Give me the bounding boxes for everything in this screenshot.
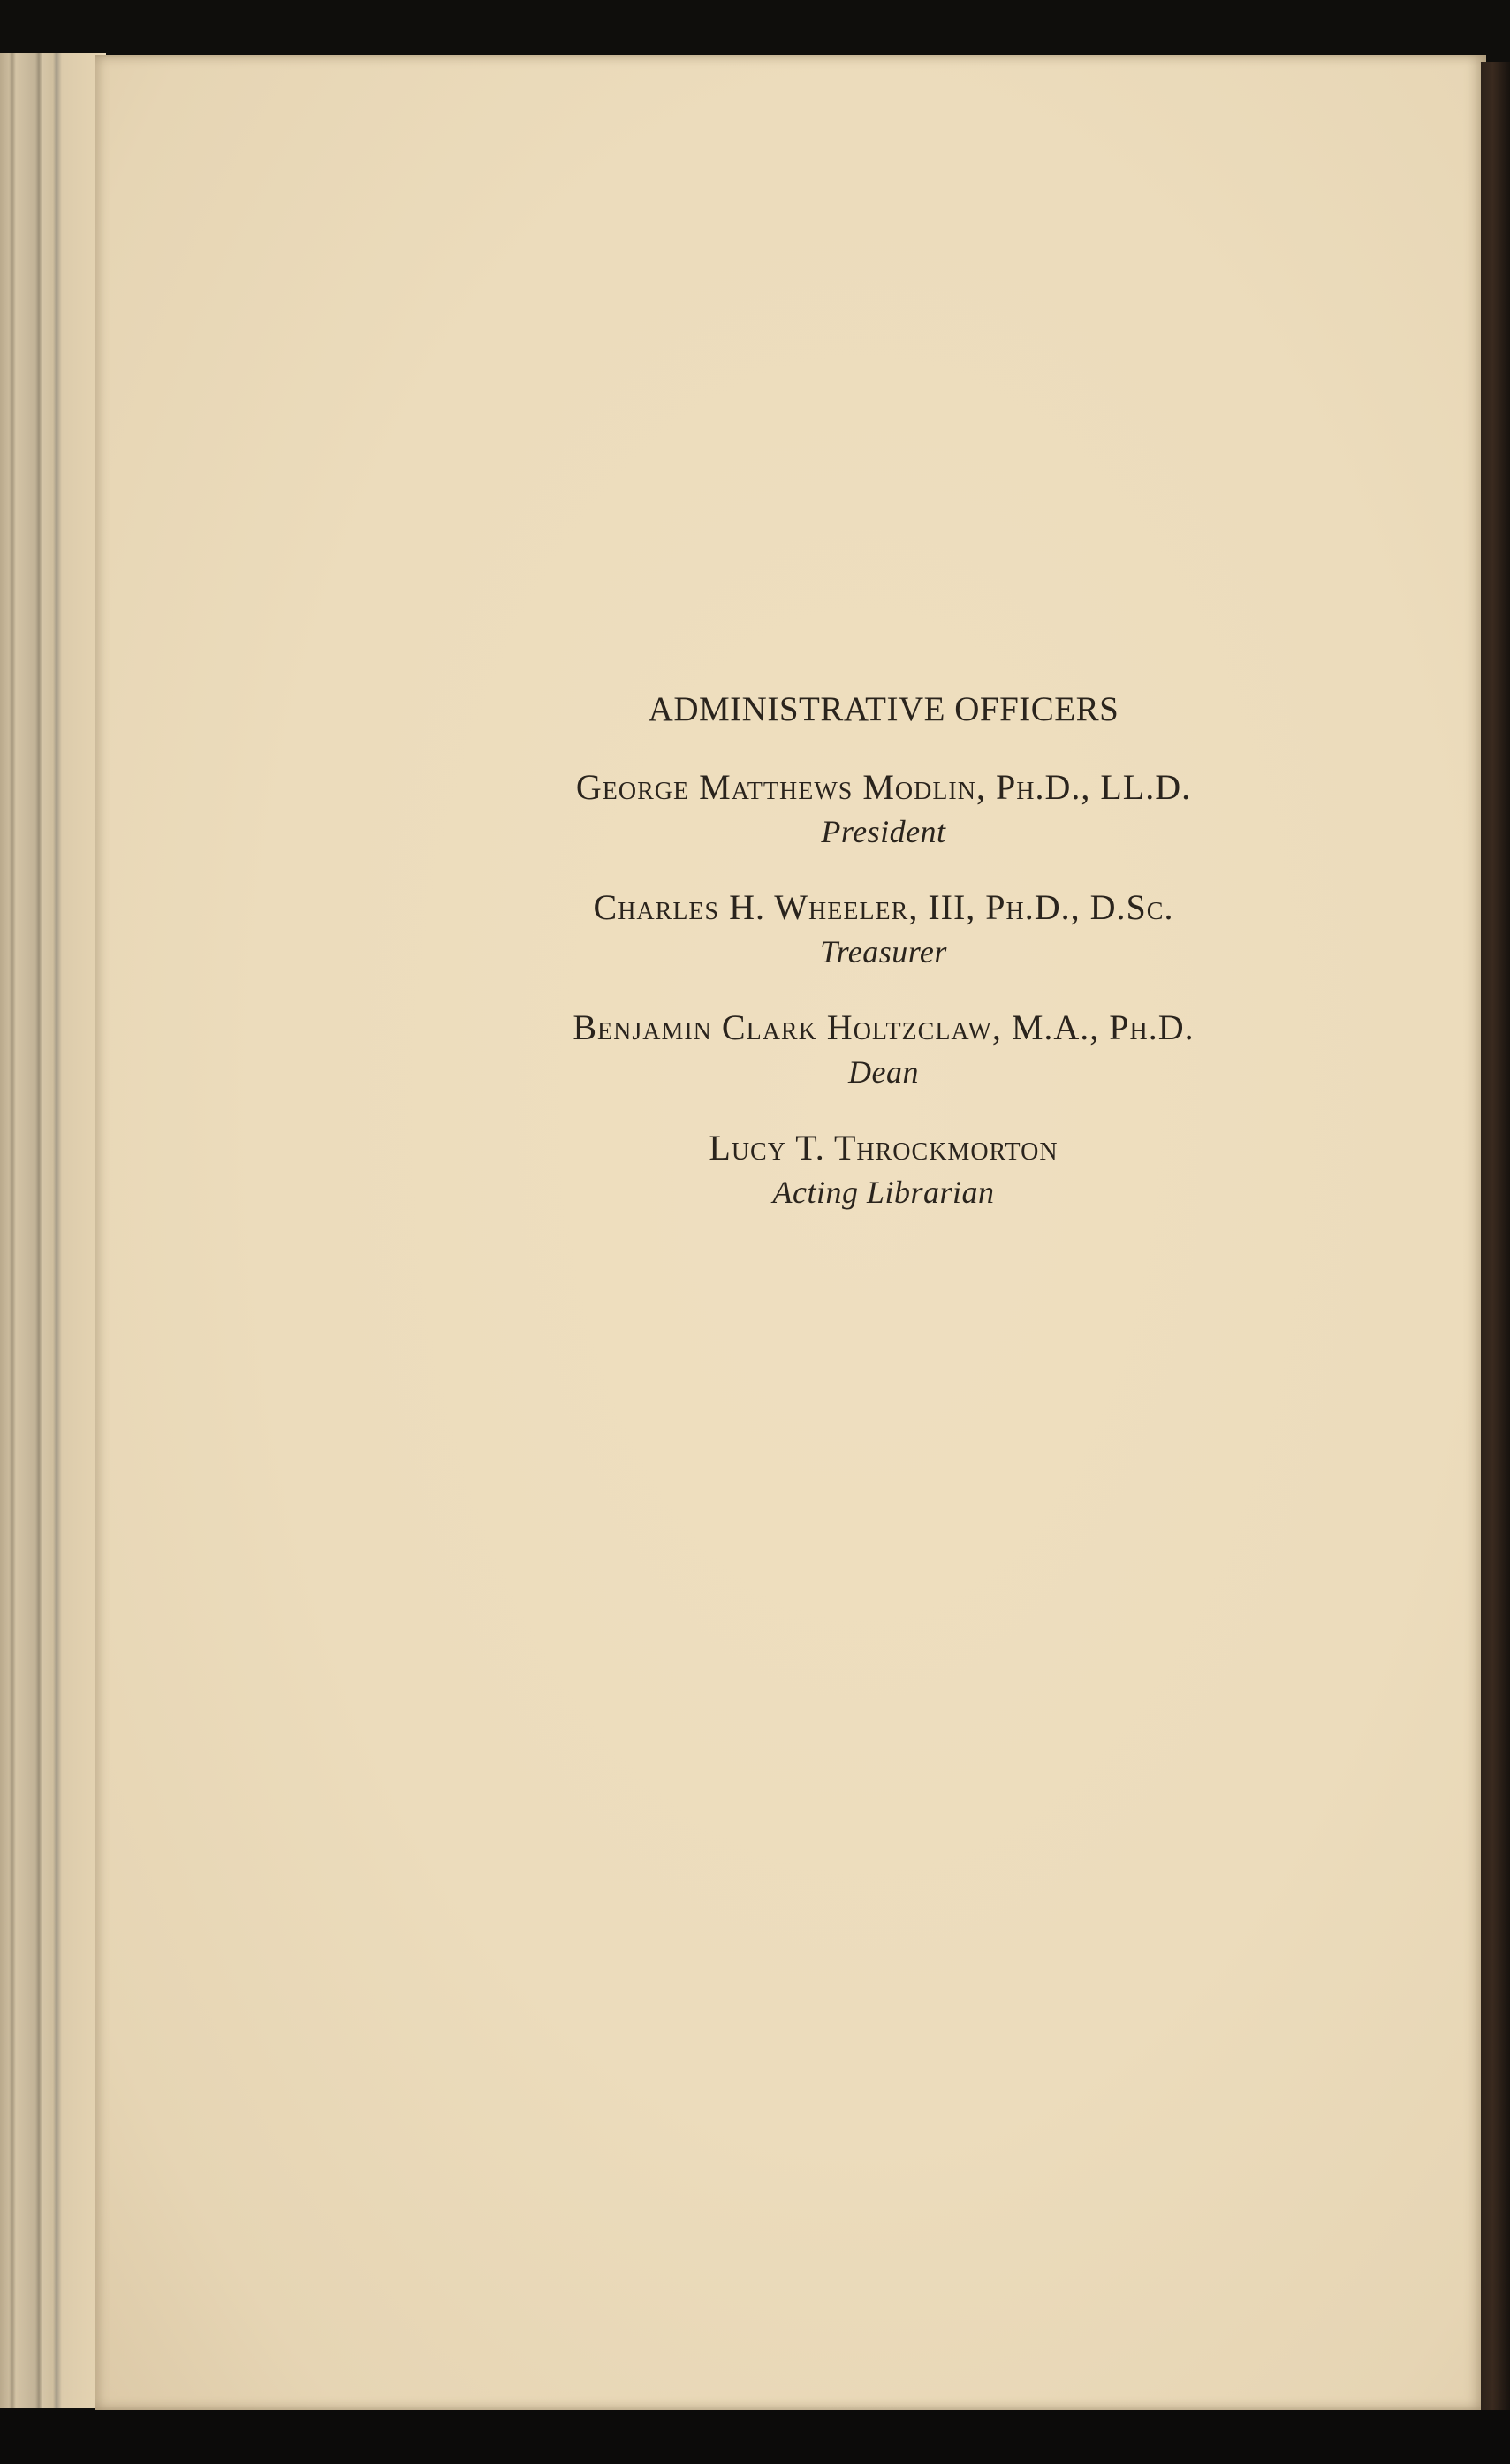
section-heading: ADMINISTRATIVE OFFICERS [648,690,1119,728]
officer-title: Acting Librarian [772,1175,995,1210]
officer-entry-treasurer [495,885,1272,973]
officers-section [495,689,1272,1245]
officer-title: Treasurer [820,934,947,970]
scan-bottom-border [0,2410,1510,2464]
officer-name: Charles H. Wheeler, III, Ph.D., D.Sc. [593,887,1174,927]
officer-name: Lucy T. Throckmorton [709,1128,1059,1167]
officer-entry-president [495,764,1272,853]
officer-name: Benjamin Clark Holtzclaw, M.A., Ph.D. [573,1008,1195,1047]
officer-title: Dean [848,1054,919,1090]
page-stack-edge [0,53,106,2408]
officer-entry-dean [495,1005,1272,1093]
officer-title: President [821,814,946,849]
officer-name: George Matthews Modlin, Ph.D., LL.D. [575,767,1192,807]
officer-entry-librarian [495,1125,1272,1213]
book-spine-edge [1481,62,1510,2448]
